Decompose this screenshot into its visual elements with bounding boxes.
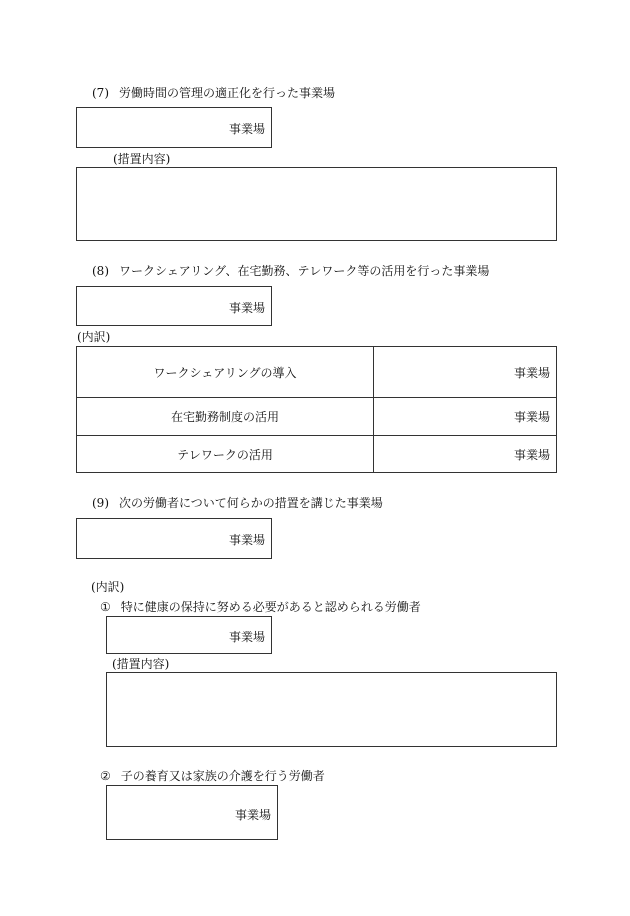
unit-label: 事業場 [228, 630, 265, 644]
unit-label: 事業場 [228, 301, 265, 315]
breakdown-count-field[interactable]: 事業場 [374, 436, 557, 473]
unit-label: 事業場 [228, 533, 265, 547]
section-7-title: 労働時間の管理の適正化を行った事業場 [119, 86, 336, 100]
breakdown-item-label: テレワークの活用 [77, 436, 374, 473]
breakdown-item-label: ワークシェアリングの導入 [77, 347, 374, 398]
unit-label: 事業場 [228, 122, 265, 136]
section-9-number: (9) [92, 496, 109, 510]
section-9-count-field[interactable] [76, 518, 272, 559]
sub-1-number: ① [100, 600, 111, 614]
sub-2-title: 子の養育又は家族の介護を行う労働者 [120, 769, 325, 783]
sub-2-heading [100, 767, 325, 784]
section-7-measures-label: (措置内容) [113, 152, 171, 166]
sub-2-count-field[interactable] [106, 785, 278, 840]
section-8-number: (8) [92, 264, 109, 278]
section-8-count-field[interactable] [76, 286, 272, 326]
section-9-title: 次の労働者について何らかの措置を講じた事業場 [119, 496, 383, 510]
section-7-measures-field[interactable] [76, 167, 557, 241]
unit-label: 事業場 [234, 808, 271, 822]
sub-2-number: ② [100, 769, 111, 783]
sub-1-count-field[interactable] [106, 616, 272, 654]
table-row [77, 347, 557, 398]
sub-1-heading [100, 598, 421, 615]
section-7-count-field[interactable] [76, 107, 272, 148]
table-row [77, 398, 557, 436]
section-8-title: ワークシェアリング、在宅勤務、テレワーク等の活用を行った事業場 [119, 264, 490, 278]
section-9-heading [92, 494, 383, 511]
section-9-breakdown-label: (内訳) [91, 580, 125, 594]
sub-1-measures-label: (措置内容) [112, 657, 170, 671]
section-7-heading [92, 84, 335, 101]
section-8-breakdown-table [76, 346, 557, 473]
section-8-breakdown-label: (内訳) [77, 330, 111, 344]
sub-1-title: 特に健康の保持に努める必要があると認められる労働者 [120, 600, 421, 614]
table-row [77, 436, 557, 473]
section-7-number: (7) [92, 86, 109, 100]
breakdown-count-field[interactable]: 事業場 [374, 398, 557, 436]
breakdown-item-label: 在宅勤務制度の活用 [77, 398, 374, 436]
section-8-heading [92, 262, 489, 279]
breakdown-count-field[interactable]: 事業場 [374, 347, 557, 398]
sub-1-measures-field[interactable] [106, 672, 557, 747]
